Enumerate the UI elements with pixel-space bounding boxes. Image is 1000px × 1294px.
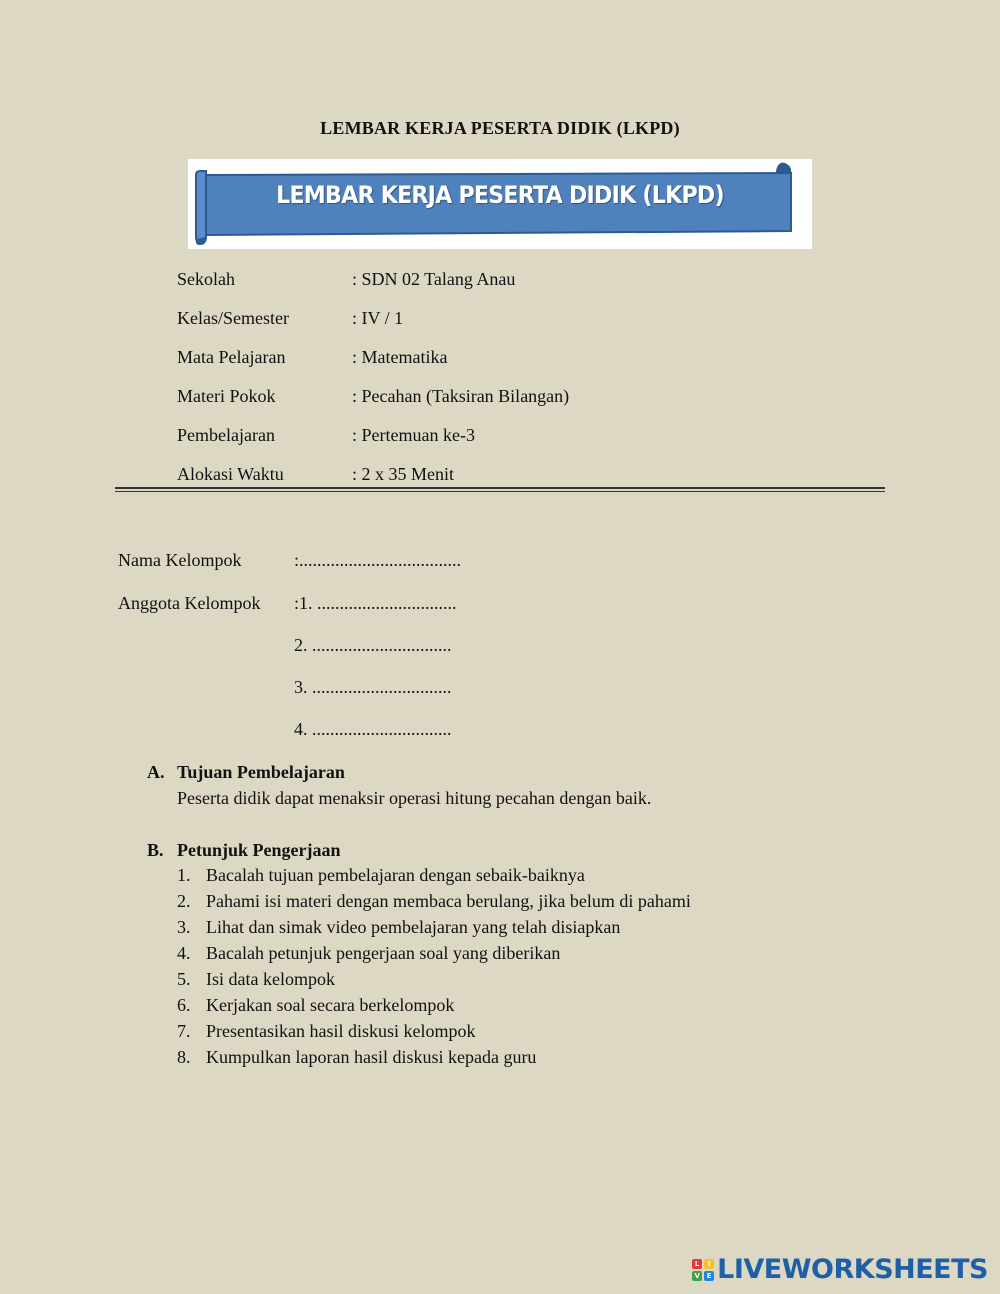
step-number: 6. bbox=[177, 995, 191, 1015]
logo-tile-i: I bbox=[704, 1259, 714, 1269]
step-number: 3. bbox=[177, 917, 191, 937]
info-label-kelas: Kelas/Semester bbox=[177, 308, 289, 328]
group-member-1-field[interactable]: :1. ............................... bbox=[294, 593, 457, 613]
page-title: LEMBAR KERJA PESERTA DIDIK (LKPD) bbox=[320, 118, 680, 138]
liveworksheets-logo[interactable] bbox=[692, 1254, 988, 1285]
info-label-materi: Materi Pokok bbox=[177, 386, 276, 406]
step-text: Lihat dan simak video pembelajaran yang telah disiapkan bbox=[206, 917, 621, 937]
section-b-letter: B. bbox=[147, 840, 164, 860]
step-number: 1. bbox=[177, 865, 191, 885]
info-label-pembelajaran: Pembelajaran bbox=[177, 425, 275, 445]
step-text: Bacalah petunjuk pengerjaan soal yang diberikan bbox=[206, 943, 561, 963]
step-text: Presentasikan hasil diskusi kelompok bbox=[206, 1021, 476, 1041]
group-member-3-field[interactable]: 3. ............................... bbox=[294, 677, 452, 697]
liveworksheets-icon bbox=[692, 1259, 714, 1281]
info-value-sekolah: : SDN 02 Talang Anau bbox=[352, 269, 516, 289]
step-text: Kerjakan soal secara berkelompok bbox=[206, 995, 455, 1015]
section-a-body: Peserta didik dapat menaksir operasi hitung pecahan dengan baik. bbox=[177, 788, 652, 808]
double-rule-top bbox=[115, 487, 885, 489]
group-name-label: Nama Kelompok bbox=[118, 550, 242, 570]
step-text: Bacalah tujuan pembelajaran dengan sebaik-baiknya bbox=[206, 865, 585, 885]
logo-tile-v: V bbox=[692, 1271, 702, 1281]
group-member-4-field[interactable]: 4. ............................... bbox=[294, 719, 452, 739]
section-b-title: Petunjuk Pengerjaan bbox=[177, 840, 341, 860]
info-label-sekolah: Sekolah bbox=[177, 269, 235, 289]
info-value-kelas: : IV / 1 bbox=[352, 308, 404, 328]
info-label-mapel: Mata Pelajaran bbox=[177, 347, 286, 367]
logo-tile-e: E bbox=[704, 1271, 714, 1281]
step-number: 8. bbox=[177, 1047, 191, 1067]
step-text: Isi data kelompok bbox=[206, 969, 335, 989]
group-members-label: Anggota Kelompok bbox=[118, 593, 261, 613]
step-number: 4. bbox=[177, 943, 191, 963]
double-rule-bottom bbox=[115, 491, 885, 492]
section-a-letter: A. bbox=[147, 762, 165, 782]
group-name-field[interactable]: :.................................... bbox=[294, 550, 462, 570]
step-number: 7. bbox=[177, 1021, 191, 1041]
step-number: 5. bbox=[177, 969, 191, 989]
step-number: 2. bbox=[177, 891, 191, 911]
info-value-materi: : Pecahan (Taksiran Bilangan) bbox=[352, 386, 570, 406]
info-value-mapel: : Matematika bbox=[352, 347, 448, 367]
info-value-alokasi: : 2 x 35 Menit bbox=[352, 464, 454, 484]
info-label-alokasi: Alokasi Waktu bbox=[177, 464, 284, 484]
logo-tile-l: L bbox=[692, 1259, 702, 1269]
lkpd-banner bbox=[188, 159, 812, 249]
scroll-left-roll bbox=[196, 171, 206, 243]
banner-title: LEMBAR KERJA PESERTA DIDIK (LKPD) bbox=[276, 181, 724, 209]
section-a-title: Tujuan Pembelajaran bbox=[177, 762, 345, 782]
group-member-2-field[interactable]: 2. ............................... bbox=[294, 635, 452, 655]
step-text: Kumpulkan laporan hasil diskusi kepada guru bbox=[206, 1047, 537, 1067]
step-text: Pahami isi materi dengan membaca berulang, jika belum di pahami bbox=[206, 891, 691, 911]
info-value-pembelajaran: : Pertemuan ke-3 bbox=[352, 425, 475, 445]
liveworksheets-wordmark: LIVEWORKSHEETS bbox=[717, 1254, 988, 1285]
